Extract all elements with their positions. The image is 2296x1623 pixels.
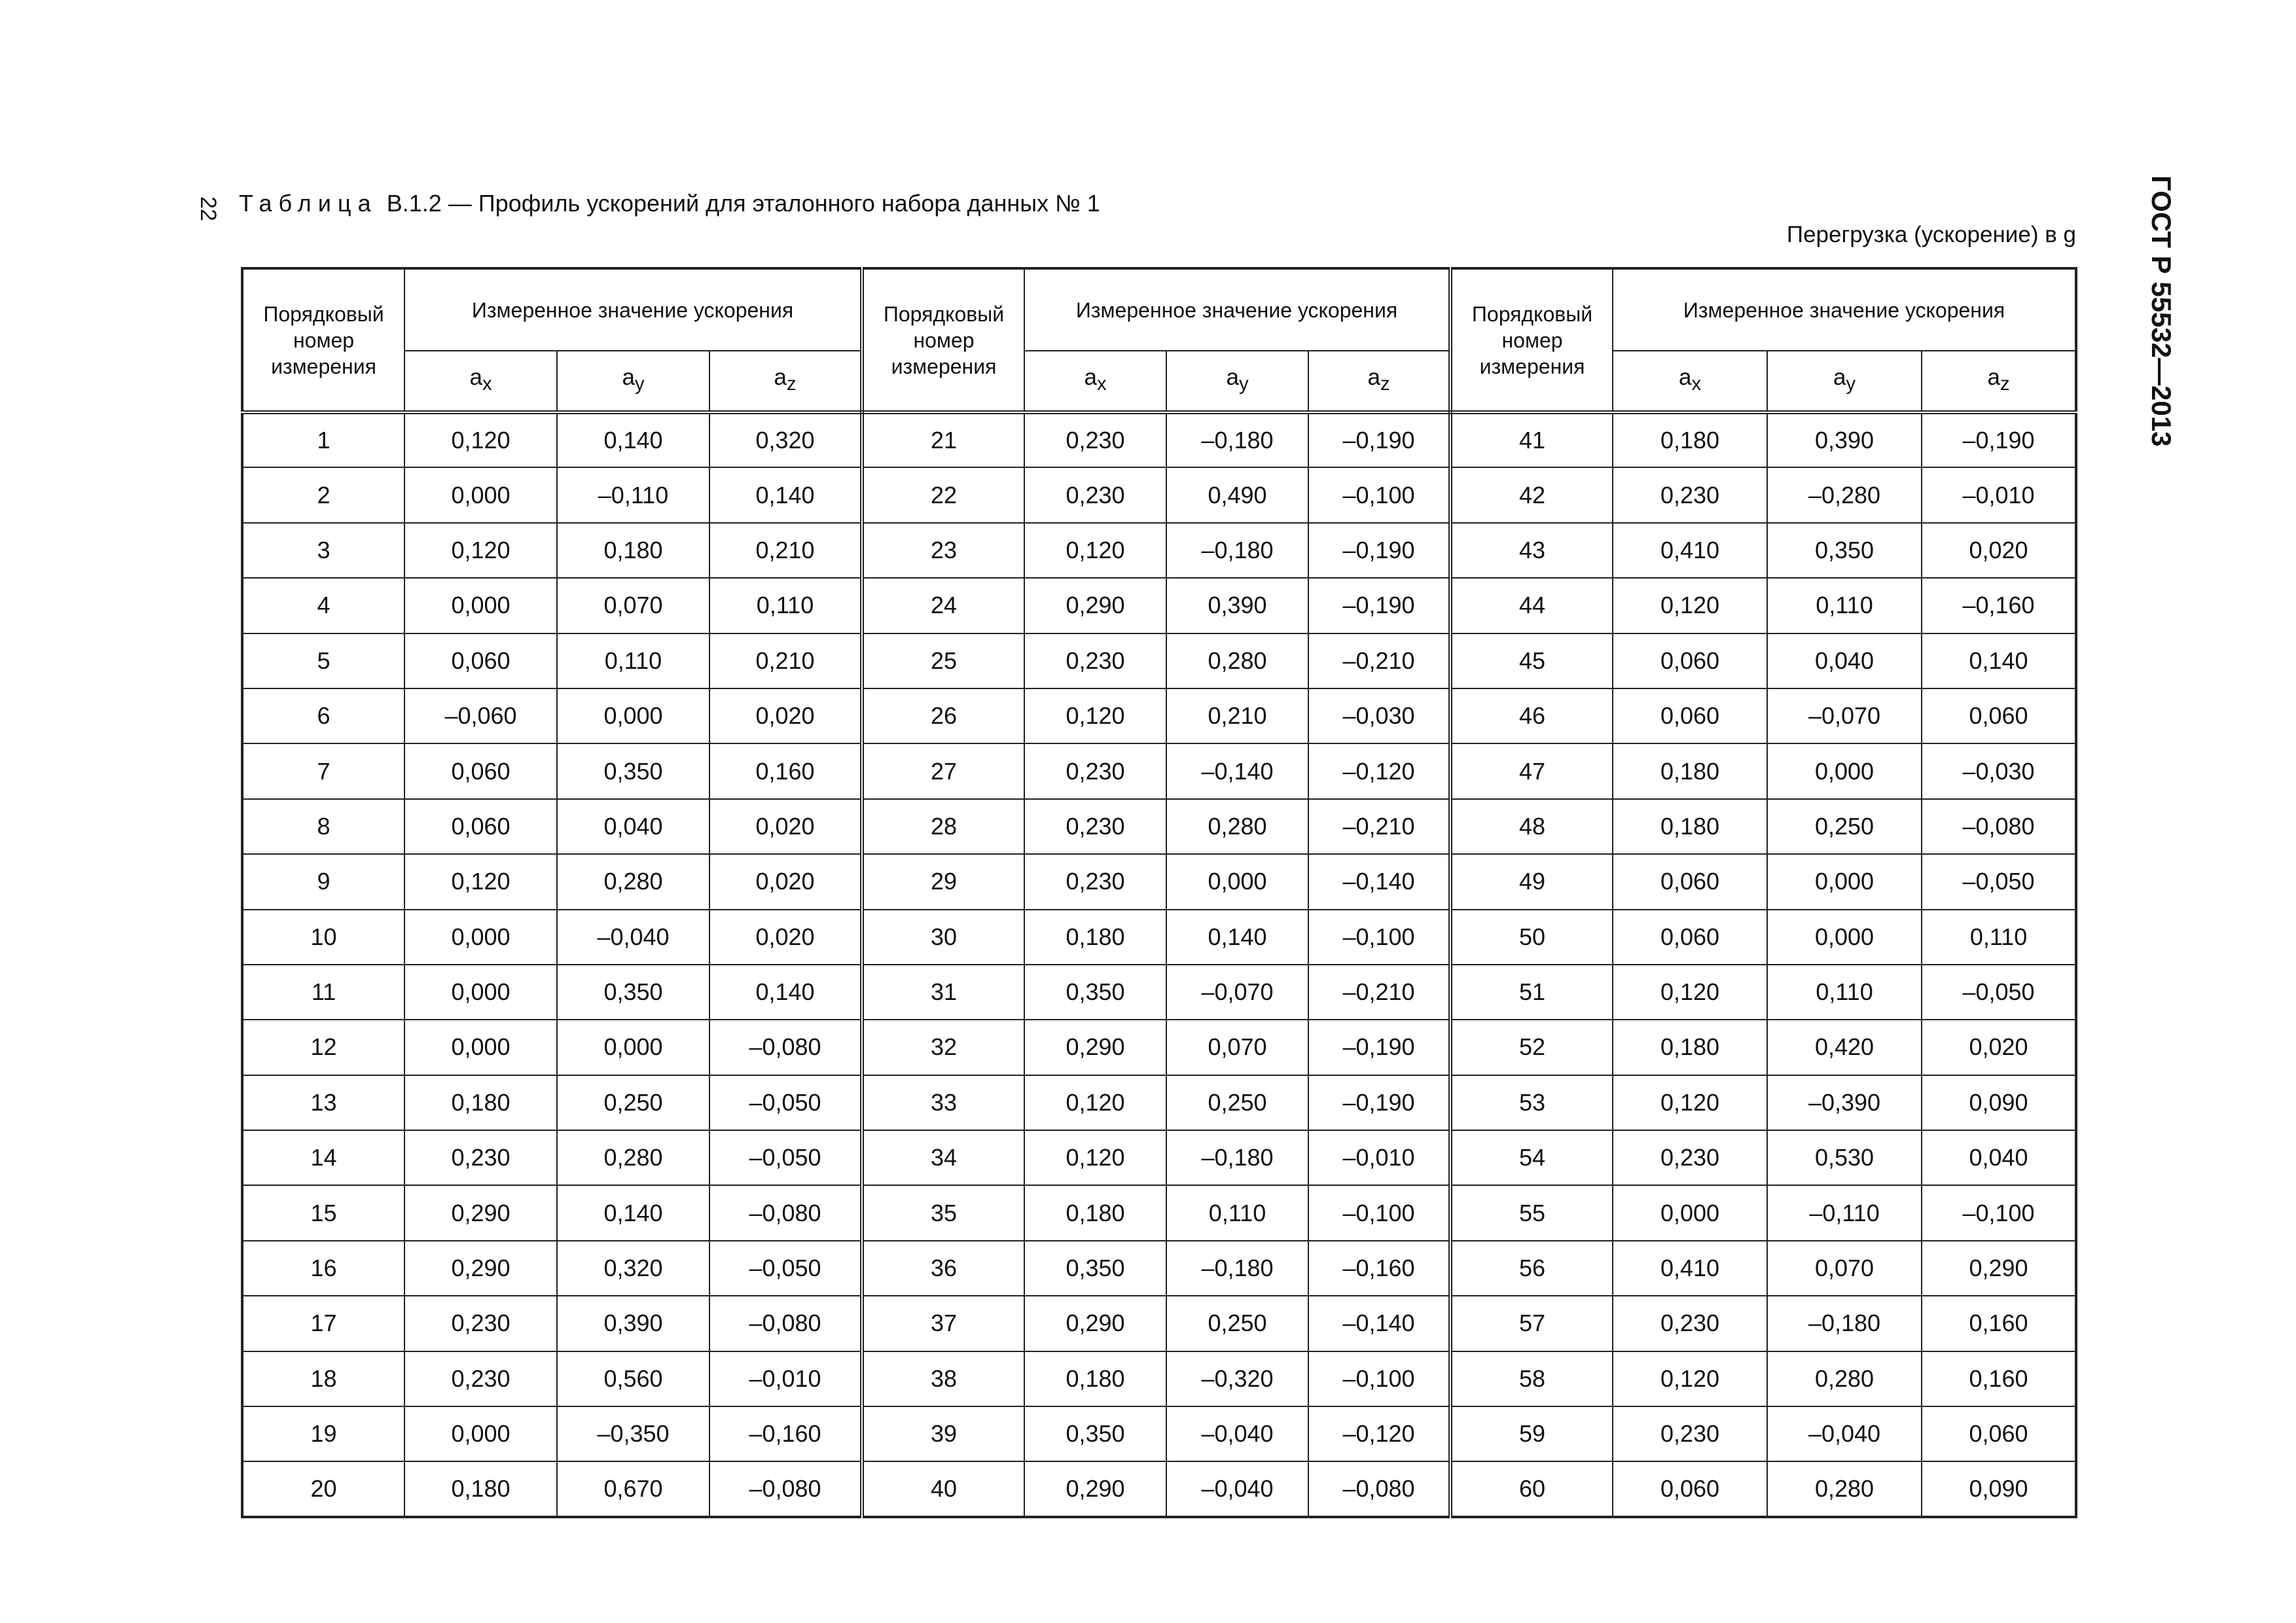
row-number: 42 xyxy=(1450,467,1613,522)
ay-value: 0,320 xyxy=(557,1241,709,1296)
row-number: 7 xyxy=(242,743,404,798)
ay-value: 0,250 xyxy=(1166,1296,1308,1351)
az-value: –0,050 xyxy=(709,1075,862,1130)
table-caption xyxy=(239,187,1100,220)
ax-value: 0,000 xyxy=(404,578,557,633)
ay-value: 0,280 xyxy=(1767,1351,1922,1406)
az-value: –0,080 xyxy=(709,1020,862,1075)
table-row xyxy=(242,965,2076,1020)
caption-text: В.1.2 — Профиль ускорений для эталонного набора данных № 1 xyxy=(386,190,1100,217)
ay-value: 0,390 xyxy=(1166,578,1308,633)
table-row xyxy=(242,854,2076,909)
az-value: 0,020 xyxy=(1922,1020,2076,1075)
row-number: 6 xyxy=(242,688,404,743)
ay-value: –0,180 xyxy=(1166,523,1308,578)
row-number: 27 xyxy=(862,743,1024,798)
az-value: 0,020 xyxy=(709,799,862,854)
ay-value: –0,180 xyxy=(1767,1296,1922,1351)
az-value: –0,120 xyxy=(1308,743,1450,798)
row-number: 12 xyxy=(242,1020,404,1075)
ax-value: 0,120 xyxy=(404,854,557,909)
table-body xyxy=(242,412,2076,1517)
ay-value: 0,280 xyxy=(1767,1461,1922,1517)
ay-value: 0,280 xyxy=(557,1130,709,1185)
ay-value: 0,070 xyxy=(1767,1241,1922,1296)
row-number: 18 xyxy=(242,1351,404,1406)
ay-value: 0,140 xyxy=(1166,910,1308,965)
az-value: 0,210 xyxy=(709,633,862,688)
ay-value: –0,070 xyxy=(1767,688,1922,743)
az-value: –0,010 xyxy=(1922,467,2076,522)
ax-value: 0,180 xyxy=(1613,799,1767,854)
ay-value: 0,390 xyxy=(557,1296,709,1351)
row-number: 14 xyxy=(242,1130,404,1185)
table-row xyxy=(242,743,2076,798)
table-row xyxy=(242,412,2076,467)
ax-value: 0,000 xyxy=(404,965,557,1020)
ax-value: 0,350 xyxy=(1024,1241,1166,1296)
row-number: 9 xyxy=(242,854,404,909)
row-number: 41 xyxy=(1450,412,1613,467)
az-value: –0,100 xyxy=(1308,1351,1450,1406)
ay-value: –0,320 xyxy=(1166,1351,1308,1406)
ay-value: –0,350 xyxy=(557,1406,709,1461)
ax-value: 0,290 xyxy=(1024,578,1166,633)
row-number: 15 xyxy=(242,1185,404,1240)
header-measured-1: Измеренное значение ускорения xyxy=(404,268,862,351)
row-number: 57 xyxy=(1450,1296,1613,1351)
ay-value: 0,350 xyxy=(557,965,709,1020)
header-num-2: Порядковый номер измерения xyxy=(862,268,1024,412)
az-value: –0,210 xyxy=(1308,799,1450,854)
table-row xyxy=(242,1185,2076,1240)
az-value: –0,080 xyxy=(1308,1461,1450,1517)
table-row xyxy=(242,1075,2076,1130)
ay-value: –0,040 xyxy=(1166,1461,1308,1517)
ax-value: 0,230 xyxy=(404,1130,557,1185)
az-value: 0,090 xyxy=(1922,1075,2076,1130)
az-value: 0,020 xyxy=(709,688,862,743)
row-number: 22 xyxy=(862,467,1024,522)
ay-value: 0,250 xyxy=(557,1075,709,1130)
ay-value: 0,110 xyxy=(1166,1185,1308,1240)
ay-value: 0,040 xyxy=(1767,633,1922,688)
az-value: –0,030 xyxy=(1308,688,1450,743)
row-number: 10 xyxy=(242,910,404,965)
ay-value: –0,070 xyxy=(1166,965,1308,1020)
row-number: 13 xyxy=(242,1075,404,1130)
az-value: 0,160 xyxy=(1922,1296,2076,1351)
row-number: 34 xyxy=(862,1130,1024,1185)
az-value: –0,120 xyxy=(1308,1406,1450,1461)
row-number: 30 xyxy=(862,910,1024,965)
az-value: –0,010 xyxy=(709,1351,862,1406)
table-row xyxy=(242,799,2076,854)
ax-value: 0,060 xyxy=(404,633,557,688)
ax-value: 0,120 xyxy=(404,523,557,578)
header-az: $a_z$ xyxy=(1922,351,2076,412)
header-az: $a_z$ xyxy=(709,351,862,412)
row-number: 38 xyxy=(862,1351,1024,1406)
az-value: –0,050 xyxy=(1922,854,2076,909)
ay-value: –0,040 xyxy=(1166,1406,1308,1461)
ax-value: 0,120 xyxy=(1024,523,1166,578)
ax-value: 0,230 xyxy=(1613,1406,1767,1461)
ay-value: 0,110 xyxy=(1767,578,1922,633)
ay-value: 0,350 xyxy=(557,743,709,798)
ax-value: 0,230 xyxy=(1024,854,1166,909)
table-row xyxy=(242,1461,2076,1517)
ax-value: 0,000 xyxy=(404,910,557,965)
table-row xyxy=(242,1296,2076,1351)
az-value: –0,050 xyxy=(1922,965,2076,1020)
ax-value: 0,180 xyxy=(1613,412,1767,467)
row-number: 52 xyxy=(1450,1020,1613,1075)
ay-value: –0,390 xyxy=(1767,1075,1922,1130)
ay-value: –0,180 xyxy=(1166,1241,1308,1296)
ax-value: 0,120 xyxy=(1024,688,1166,743)
ax-value: 0,000 xyxy=(404,1406,557,1461)
az-value: 0,320 xyxy=(709,412,862,467)
acceleration-table xyxy=(241,267,2077,1518)
az-value: –0,160 xyxy=(1308,1241,1450,1296)
az-value: 0,140 xyxy=(1922,633,2076,688)
row-number: 11 xyxy=(242,965,404,1020)
az-value: –0,140 xyxy=(1308,1296,1450,1351)
ay-value: –0,180 xyxy=(1166,412,1308,467)
ay-value: 0,560 xyxy=(557,1351,709,1406)
ay-value: –0,280 xyxy=(1767,467,1922,522)
ay-value: 0,000 xyxy=(1767,854,1922,909)
ax-value: 0,230 xyxy=(404,1351,557,1406)
ax-value: 0,180 xyxy=(1024,1185,1166,1240)
az-value: 0,040 xyxy=(1922,1130,2076,1185)
ax-value: 0,230 xyxy=(1613,1130,1767,1185)
az-value: –0,190 xyxy=(1308,578,1450,633)
row-number: 33 xyxy=(862,1075,1024,1130)
row-number: 1 xyxy=(242,412,404,467)
ax-value: 0,290 xyxy=(1024,1461,1166,1517)
header-ay: $a_y$ xyxy=(1166,351,1308,412)
row-number: 35 xyxy=(862,1185,1024,1240)
row-number: 4 xyxy=(242,578,404,633)
az-value: –0,080 xyxy=(709,1296,862,1351)
row-number: 47 xyxy=(1450,743,1613,798)
az-value: –0,160 xyxy=(1922,578,2076,633)
standard-code: ГОСТ Р 55532—2013 xyxy=(2146,175,2177,447)
ay-value: 0,490 xyxy=(1166,467,1308,522)
ax-value: 0,060 xyxy=(1613,1461,1767,1517)
ay-value: 0,000 xyxy=(1166,854,1308,909)
ay-value: –0,040 xyxy=(557,910,709,965)
az-value: –0,100 xyxy=(1308,467,1450,522)
row-number: 25 xyxy=(862,633,1024,688)
az-value: –0,080 xyxy=(709,1185,862,1240)
ax-value: 0,230 xyxy=(1024,467,1166,522)
row-number: 24 xyxy=(862,578,1024,633)
ax-value: 0,180 xyxy=(1024,910,1166,965)
ay-value: 0,140 xyxy=(557,1185,709,1240)
ay-value: 0,210 xyxy=(1166,688,1308,743)
ay-value: –0,180 xyxy=(1166,1130,1308,1185)
ax-value: 0,000 xyxy=(404,1020,557,1075)
ax-value: 0,230 xyxy=(1024,743,1166,798)
ax-value: 0,060 xyxy=(1613,633,1767,688)
ax-value: 0,180 xyxy=(404,1461,557,1517)
az-value: 0,110 xyxy=(1922,910,2076,965)
ax-value: –0,060 xyxy=(404,688,557,743)
az-value: –0,100 xyxy=(1922,1185,2076,1240)
ay-value: 0,670 xyxy=(557,1461,709,1517)
ax-value: 0,120 xyxy=(1613,1351,1767,1406)
row-number: 46 xyxy=(1450,688,1613,743)
az-value: 0,210 xyxy=(709,523,862,578)
header-ay: $a_y$ xyxy=(557,351,709,412)
ay-value: 0,000 xyxy=(1767,910,1922,965)
ax-value: 0,410 xyxy=(1613,1241,1767,1296)
table-row xyxy=(242,688,2076,743)
az-value: 0,020 xyxy=(1922,523,2076,578)
az-value: 0,060 xyxy=(1922,1406,2076,1461)
row-number: 55 xyxy=(1450,1185,1613,1240)
az-value: –0,210 xyxy=(1308,965,1450,1020)
ay-value: 0,390 xyxy=(1767,412,1922,467)
ay-value: 0,280 xyxy=(1166,633,1308,688)
ay-value: –0,140 xyxy=(1166,743,1308,798)
ax-value: 0,120 xyxy=(1613,578,1767,633)
row-number: 39 xyxy=(862,1406,1024,1461)
ax-value: 0,180 xyxy=(404,1075,557,1130)
table-row xyxy=(242,523,2076,578)
row-number: 54 xyxy=(1450,1130,1613,1185)
row-number: 36 xyxy=(862,1241,1024,1296)
header-ay: $a_y$ xyxy=(1767,351,1922,412)
ay-value: 0,110 xyxy=(1767,965,1922,1020)
row-number: 8 xyxy=(242,799,404,854)
row-number: 48 xyxy=(1450,799,1613,854)
az-value: 0,090 xyxy=(1922,1461,2076,1517)
ax-value: 0,230 xyxy=(1613,467,1767,522)
ax-value: 0,060 xyxy=(1613,688,1767,743)
row-number: 31 xyxy=(862,965,1024,1020)
row-number: 37 xyxy=(862,1296,1024,1351)
az-value: –0,050 xyxy=(709,1130,862,1185)
row-number: 56 xyxy=(1450,1241,1613,1296)
ax-value: 0,120 xyxy=(1613,965,1767,1020)
ax-value: 0,060 xyxy=(404,743,557,798)
ay-value: 0,250 xyxy=(1166,1075,1308,1130)
table-row xyxy=(242,1130,2076,1185)
caption-prefix: Таблица xyxy=(239,190,378,217)
az-value: 0,290 xyxy=(1922,1241,2076,1296)
header-measured-3: Измеренное значение ускорения xyxy=(1613,268,2076,351)
az-value: 0,060 xyxy=(1922,688,2076,743)
ax-value: 0,230 xyxy=(1024,412,1166,467)
ax-value: 0,180 xyxy=(1613,743,1767,798)
row-number: 2 xyxy=(242,467,404,522)
ax-value: 0,230 xyxy=(1024,799,1166,854)
ax-value: 0,120 xyxy=(1024,1075,1166,1130)
table-row xyxy=(242,910,2076,965)
ay-value: 0,250 xyxy=(1767,799,1922,854)
subheader-row xyxy=(242,351,2076,412)
az-value: –0,190 xyxy=(1922,412,2076,467)
az-value: 0,140 xyxy=(709,467,862,522)
ax-value: 0,000 xyxy=(1613,1185,1767,1240)
row-number: 29 xyxy=(862,854,1024,909)
ax-value: 0,120 xyxy=(404,412,557,467)
row-number: 40 xyxy=(862,1461,1024,1517)
row-number: 17 xyxy=(242,1296,404,1351)
az-value: –0,160 xyxy=(709,1406,862,1461)
ay-value: 0,350 xyxy=(1767,523,1922,578)
header-measured-2: Измеренное значение ускорения xyxy=(1024,268,1450,351)
table-row xyxy=(242,1351,2076,1406)
units-note: Перегрузка (ускорение) в g xyxy=(1786,222,2076,247)
row-number: 19 xyxy=(242,1406,404,1461)
table-row xyxy=(242,1241,2076,1296)
az-value: –0,100 xyxy=(1308,1185,1450,1240)
row-number: 28 xyxy=(862,799,1024,854)
row-number: 20 xyxy=(242,1461,404,1517)
row-number: 53 xyxy=(1450,1075,1613,1130)
ax-value: 0,230 xyxy=(1024,633,1166,688)
az-value: –0,190 xyxy=(1308,523,1450,578)
ay-value: 0,070 xyxy=(1166,1020,1308,1075)
ay-value: 0,280 xyxy=(557,854,709,909)
row-number: 26 xyxy=(862,688,1024,743)
ay-value: 0,070 xyxy=(557,578,709,633)
table-row xyxy=(242,1406,2076,1461)
az-value: –0,100 xyxy=(1308,910,1450,965)
row-number: 3 xyxy=(242,523,404,578)
header-row xyxy=(242,268,2076,351)
ax-value: 0,180 xyxy=(1613,1020,1767,1075)
page-number: 22 xyxy=(196,196,221,221)
row-number: 43 xyxy=(1450,523,1613,578)
ax-value: 0,180 xyxy=(1024,1351,1166,1406)
az-value: –0,190 xyxy=(1308,412,1450,467)
az-value: –0,080 xyxy=(1922,799,2076,854)
ay-value: 0,040 xyxy=(557,799,709,854)
ax-value: 0,290 xyxy=(404,1185,557,1240)
ay-value: 0,280 xyxy=(1166,799,1308,854)
ay-value: 0,420 xyxy=(1767,1020,1922,1075)
ay-value: 0,000 xyxy=(557,1020,709,1075)
az-value: 0,020 xyxy=(709,854,862,909)
az-value: 0,160 xyxy=(1922,1351,2076,1406)
az-value: –0,190 xyxy=(1308,1020,1450,1075)
az-value: –0,190 xyxy=(1308,1075,1450,1130)
ax-value: 0,120 xyxy=(1024,1130,1166,1185)
az-value: –0,080 xyxy=(709,1461,862,1517)
table-row xyxy=(242,467,2076,522)
row-number: 16 xyxy=(242,1241,404,1296)
az-value: 0,160 xyxy=(709,743,862,798)
ay-value: –0,040 xyxy=(1767,1406,1922,1461)
ax-value: 0,230 xyxy=(1613,1296,1767,1351)
table-row xyxy=(242,1020,2076,1075)
az-value: 0,110 xyxy=(709,578,862,633)
ax-value: 0,060 xyxy=(1613,910,1767,965)
ax-value: 0,060 xyxy=(1613,854,1767,909)
ax-value: 0,290 xyxy=(1024,1296,1166,1351)
ax-value: 0,290 xyxy=(1024,1020,1166,1075)
row-number: 45 xyxy=(1450,633,1613,688)
row-number: 60 xyxy=(1450,1461,1613,1517)
table-row xyxy=(242,578,2076,633)
row-number: 23 xyxy=(862,523,1024,578)
row-number: 49 xyxy=(1450,854,1613,909)
ay-value: 0,000 xyxy=(557,688,709,743)
ay-value: 0,180 xyxy=(557,523,709,578)
ay-value: 0,000 xyxy=(1767,743,1922,798)
row-number: 32 xyxy=(862,1020,1024,1075)
header-ax: $a_x$ xyxy=(1613,351,1767,412)
row-number: 59 xyxy=(1450,1406,1613,1461)
ax-value: 0,350 xyxy=(1024,965,1166,1020)
ax-value: 0,410 xyxy=(1613,523,1767,578)
header-num-3: Порядковый номер измерения xyxy=(1450,268,1613,412)
az-value: 0,140 xyxy=(709,965,862,1020)
table-row xyxy=(242,633,2076,688)
az-value: 0,020 xyxy=(709,910,862,965)
ay-value: –0,110 xyxy=(1767,1185,1922,1240)
row-number: 51 xyxy=(1450,965,1613,1020)
row-number: 58 xyxy=(1450,1351,1613,1406)
ax-value: 0,230 xyxy=(404,1296,557,1351)
row-number: 5 xyxy=(242,633,404,688)
ax-value: 0,120 xyxy=(1613,1075,1767,1130)
ax-value: 0,060 xyxy=(404,799,557,854)
header-num-1: Порядковый номер измерения xyxy=(242,268,404,412)
row-number: 21 xyxy=(862,412,1024,467)
az-value: –0,210 xyxy=(1308,633,1450,688)
header-ax: $a_x$ xyxy=(404,351,557,412)
az-value: –0,140 xyxy=(1308,854,1450,909)
ay-value: 0,530 xyxy=(1767,1130,1922,1185)
ay-value: 0,110 xyxy=(557,633,709,688)
ax-value: 0,290 xyxy=(404,1241,557,1296)
az-value: –0,050 xyxy=(709,1241,862,1296)
header-az: $a_z$ xyxy=(1308,351,1450,412)
az-value: –0,030 xyxy=(1922,743,2076,798)
row-number: 50 xyxy=(1450,910,1613,965)
row-number: 44 xyxy=(1450,578,1613,633)
ay-value: –0,110 xyxy=(557,467,709,522)
ax-value: 0,000 xyxy=(404,467,557,522)
ay-value: 0,140 xyxy=(557,412,709,467)
header-ax: $a_x$ xyxy=(1024,351,1166,412)
az-value: –0,010 xyxy=(1308,1130,1450,1185)
ax-value: 0,350 xyxy=(1024,1406,1166,1461)
